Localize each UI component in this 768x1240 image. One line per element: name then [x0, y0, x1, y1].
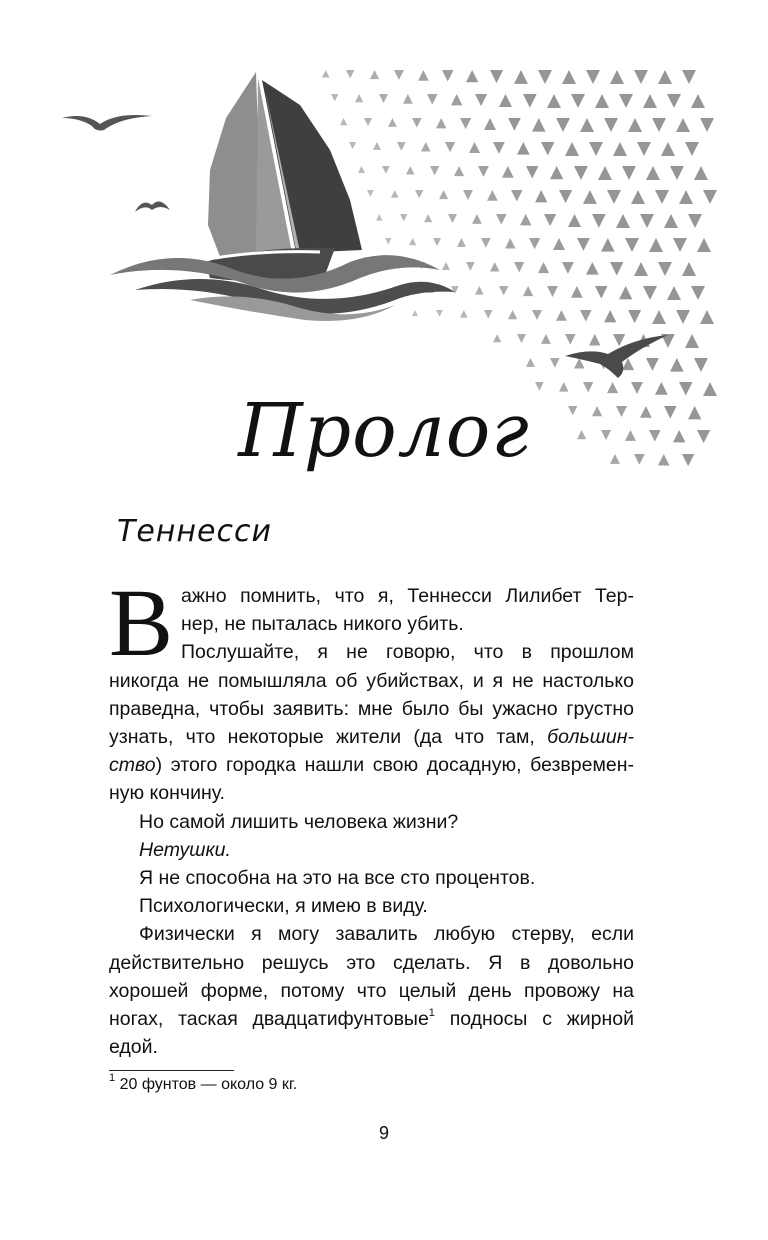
pattern-triangle: [496, 214, 507, 225]
footnote-divider: [109, 1070, 234, 1071]
pattern-triangle: [373, 142, 381, 150]
pattern-triangle: [409, 238, 416, 245]
pattern-triangle: [499, 286, 508, 295]
pattern-triangle: [463, 190, 473, 200]
pattern-triangle: [652, 310, 666, 324]
pattern-triangle: [382, 166, 390, 174]
pattern-triangle: [505, 238, 515, 248]
text-line: ную кончину.: [109, 782, 225, 805]
pattern-triangle: [484, 118, 496, 130]
pattern-triangle: [652, 118, 666, 132]
text-fragment: ) этого городка нашли свою досадную, безвремен-: [155, 754, 634, 777]
pattern-triangle: [403, 94, 413, 104]
pattern-triangle: [322, 70, 330, 78]
pattern-triangle: [451, 94, 462, 105]
text-line: ажно помнить, что я, Теннесси Лилибет Тер-: [181, 585, 634, 607]
pattern-triangle: [547, 94, 561, 108]
pattern-triangle: [631, 190, 645, 204]
pattern-triangle: [412, 310, 418, 316]
pattern-triangle: [379, 94, 388, 103]
pattern-triangle: [658, 262, 672, 276]
pattern-triangle: [394, 70, 404, 80]
pattern-triangle: [550, 166, 563, 179]
pattern-triangle: [700, 118, 714, 132]
chapter-heading: Теннесси: [117, 514, 272, 549]
pattern-triangle: [565, 334, 576, 345]
pattern-triangle: [595, 286, 608, 299]
text-line: хорошей форме, потому что целый день провожу на: [109, 979, 634, 1002]
pattern-triangle: [466, 70, 478, 82]
seagull-icon: [565, 335, 668, 378]
pattern-triangle: [421, 142, 430, 151]
pattern-triangle: [541, 142, 554, 155]
pattern-triangle: [676, 118, 690, 132]
seagull-icon: [135, 201, 170, 212]
pattern-triangle: [559, 190, 572, 203]
pattern-triangle: [478, 166, 489, 177]
pattern-triangle: [550, 358, 560, 368]
paragraph: Но самой лишить человека жизни?: [139, 810, 459, 833]
pattern-triangle: [406, 166, 415, 175]
pattern-triangle: [547, 286, 558, 297]
pattern-triangle: [448, 214, 457, 223]
pattern-triangle: [520, 214, 531, 225]
pattern-triangle: [574, 166, 588, 180]
pattern-triangle: [646, 358, 659, 371]
pattern-triangle: [340, 118, 347, 125]
pattern-triangle: [517, 142, 530, 155]
pattern-triangle: [424, 214, 432, 222]
pattern-triangle: [571, 94, 585, 108]
pattern-triangle: [688, 214, 702, 228]
pattern-triangle: [661, 142, 675, 156]
pattern-triangle: [667, 286, 681, 300]
pattern-triangle: [700, 310, 714, 324]
pattern-triangle: [628, 310, 641, 323]
pattern-triangle: [445, 142, 455, 152]
pattern-triangle: [457, 238, 466, 247]
pattern-triangle: [544, 214, 556, 226]
pattern-triangle: [604, 310, 616, 322]
pattern-triangle: [691, 94, 705, 108]
pattern-triangle: [565, 142, 579, 156]
pattern-triangle: [613, 334, 625, 346]
pattern-triangle: [355, 94, 363, 102]
pattern-triangle: [460, 310, 468, 318]
pattern-triangle: [685, 334, 699, 348]
pattern-triangle: [670, 166, 684, 180]
pattern-triangle: [490, 262, 500, 272]
pattern-triangle: [367, 190, 374, 197]
pattern-triangle: [691, 286, 705, 300]
page-title: Пролог: [238, 388, 530, 474]
pattern-triangle: [418, 70, 429, 81]
pattern-triangle: [460, 118, 471, 129]
pattern-triangle: [517, 334, 526, 343]
footnote-marker[interactable]: 1: [428, 1006, 435, 1019]
paragraph: [109, 836, 634, 864]
pattern-triangle: [526, 358, 535, 367]
pattern-triangle: [592, 214, 606, 228]
page-number: 9: [378, 1123, 389, 1143]
pattern-triangle: [490, 70, 503, 83]
pattern-triangle: [529, 238, 540, 249]
pattern-triangle: [472, 214, 482, 224]
pattern-triangle: [616, 214, 630, 228]
text-line: Физически я могу завалить любую стерву, если: [139, 923, 634, 946]
pattern-triangle: [583, 190, 597, 204]
paragraph: [109, 920, 634, 1061]
pattern-triangle: [655, 190, 669, 204]
text-fragment: подносы с жирной: [434, 1008, 634, 1031]
pattern-triangle: [679, 190, 693, 204]
pattern-triangle: [646, 166, 660, 180]
pattern-triangle: [604, 118, 618, 132]
pattern-triangle: [502, 166, 514, 178]
pattern-triangle: [442, 70, 454, 82]
pattern-triangle: [358, 166, 365, 173]
pattern-triangle: [385, 238, 392, 245]
emphasis: ство: [109, 754, 156, 777]
pattern-triangle: [400, 214, 407, 221]
pattern-triangle: [697, 238, 711, 252]
pattern-triangle: [601, 238, 615, 252]
pattern-triangle: [493, 334, 501, 342]
text-line: нер, не пыталась никого убить.: [181, 613, 464, 636]
pattern-triangle: [577, 238, 590, 251]
pattern-triangle: [436, 118, 446, 128]
pattern-triangle: [427, 94, 438, 105]
pattern-triangle: [442, 262, 450, 270]
pattern-triangle: [649, 238, 663, 252]
pattern-triangle: [415, 190, 423, 198]
pattern-triangle: [556, 310, 567, 321]
pattern-triangle: [376, 214, 383, 221]
pattern-triangle: [703, 190, 717, 204]
paragraph: Я не способна на это на все сто процентов.: [139, 867, 536, 890]
text-line: [109, 751, 634, 779]
pattern-triangle: [589, 334, 600, 345]
pattern-triangle: [694, 166, 708, 180]
emphasis: Нетушки.: [139, 838, 231, 861]
pattern-triangle: [466, 262, 475, 271]
pattern-triangle: [634, 262, 648, 276]
text-line: Послушайте, я не говорю, что в прошлом: [181, 641, 634, 664]
text-line: никогда не помышляла об убийствах, и я не настолько: [109, 669, 634, 692]
pattern-triangle: [523, 286, 533, 296]
footnote-text: 20 фунтов — около 9 кг.: [115, 1076, 298, 1093]
pattern-triangle: [475, 94, 487, 106]
text-line: действительно решусь это сделать. Я в довольно: [109, 951, 634, 974]
pattern-triangle: [643, 94, 657, 108]
pattern-triangle: [568, 214, 581, 227]
pattern-triangle: [637, 142, 651, 156]
pattern-triangle: [484, 310, 492, 318]
pattern-triangle: [331, 94, 338, 101]
pattern-triangle: [580, 118, 594, 132]
pattern-triangle: [535, 190, 547, 202]
pattern-triangle: [538, 262, 549, 273]
pattern-triangle: [625, 238, 639, 252]
pattern-triangle: [589, 142, 603, 156]
pattern-triangle: [538, 70, 552, 84]
pattern-triangle: [562, 262, 574, 274]
pattern-triangle: [430, 166, 439, 175]
drop-cap: В: [109, 569, 174, 676]
text-fragment: ногах, таская двадцатифунтовые: [109, 1008, 429, 1031]
text-line: едой.: [109, 1036, 158, 1059]
emphasis: большин-: [547, 726, 634, 749]
pattern-triangle: [682, 262, 696, 276]
pattern-triangle: [487, 190, 498, 201]
pattern-triangle: [436, 310, 443, 317]
pattern-triangle: [532, 118, 546, 132]
sailboat-icon: [205, 72, 362, 281]
pattern-triangle: [619, 286, 632, 299]
pattern-triangle: [556, 118, 570, 132]
pattern-triangle: [610, 262, 623, 275]
pattern-triangle: [562, 70, 576, 84]
pattern-triangle: [571, 286, 583, 298]
pattern-triangle: [613, 142, 627, 156]
pattern-triangle: [610, 70, 624, 84]
pattern-triangle: [586, 70, 600, 84]
body-text: [109, 569, 634, 1061]
paragraph: Психологически, я имею в виду.: [139, 895, 428, 918]
pattern-triangle: [670, 358, 684, 372]
pattern-triangle: [643, 286, 657, 300]
pattern-triangle: [673, 238, 687, 252]
pattern-triangle: [493, 142, 505, 154]
pattern-triangle: [439, 190, 448, 199]
pattern-triangle: [475, 286, 484, 295]
pattern-triangle: [580, 310, 592, 322]
pattern-triangle: [397, 142, 406, 151]
pattern-triangle: [541, 334, 551, 344]
pattern-triangle: [451, 286, 459, 294]
pattern-triangle: [682, 70, 696, 84]
pattern-triangle: [586, 262, 599, 275]
pattern-triangle: [598, 166, 612, 180]
pattern-triangle: [526, 166, 538, 178]
pattern-triangle: [364, 118, 372, 126]
pattern-triangle: [664, 214, 678, 228]
pattern-triangle: [514, 70, 528, 84]
pattern-triangle: [619, 94, 633, 108]
pattern-triangle: [607, 190, 621, 204]
pattern-triangle: [508, 310, 517, 319]
pattern-triangle: [454, 166, 464, 176]
pattern-triangle: [685, 142, 699, 156]
pattern-triangle: [634, 70, 648, 84]
pattern-triangle: [469, 142, 480, 153]
footnote: [109, 1071, 298, 1094]
text-line: [109, 723, 634, 751]
pattern-triangle: [628, 118, 642, 132]
pattern-triangle: [412, 118, 422, 128]
paragraph: [109, 569, 634, 808]
pattern-triangle: [508, 118, 521, 131]
pattern-triangle: [511, 190, 523, 202]
pattern-triangle: [676, 310, 690, 324]
pattern-triangle: [346, 70, 354, 78]
text-fragment: узнать, что некоторые жители (да что там,: [109, 726, 548, 749]
pattern-triangle: [499, 94, 512, 107]
pattern-triangle: [640, 214, 654, 228]
pattern-triangle: [595, 94, 609, 108]
text-line: праведна, чтобы заявить: мне было бы ужасно грустно: [109, 697, 634, 720]
pattern-triangle: [523, 94, 537, 108]
text-line: [109, 1005, 634, 1033]
footnote-number: 1: [109, 1071, 116, 1084]
pattern-triangle: [391, 190, 399, 198]
pattern-triangle: [667, 94, 681, 108]
pattern-triangle: [532, 310, 542, 320]
pattern-triangle: [622, 166, 636, 180]
pattern-triangle: [370, 70, 379, 79]
pattern-triangle: [481, 238, 491, 248]
pattern-triangle: [388, 118, 397, 127]
pattern-triangle: [433, 238, 441, 246]
pattern-triangle: [514, 262, 524, 272]
pattern-triangle: [694, 358, 708, 372]
pattern-triangle: [349, 142, 356, 149]
seagull-icon: [62, 115, 152, 131]
pattern-triangle: [553, 238, 565, 250]
pattern-triangle: [658, 70, 672, 84]
